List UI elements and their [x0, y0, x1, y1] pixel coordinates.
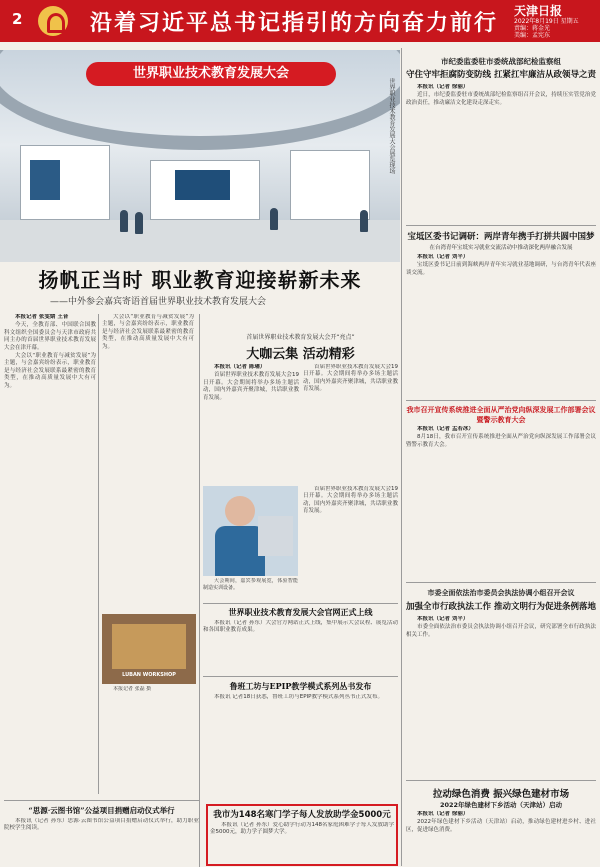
alliance-paragraph: 本报讯（记者 孙东）大会官方网站正式上线，集中展示大会议程、展览活动和各国职业教育成果。 [203, 620, 398, 634]
luban-photo [102, 614, 196, 684]
article-rule [203, 676, 398, 677]
side4-title: 市委全面依法治市委员会执法协调小组召开会议 [427, 589, 575, 597]
luban-title: 鲁班工坊与EPIP教学模式系列丛书发布 [229, 681, 372, 691]
exhibit-photo-caption [203, 578, 298, 600]
scholarship-title: 我市为148名寒门学子每人发放助学金5000元 [213, 810, 391, 820]
lead-title: 扬帆正当时 职业教育迎接崭新未来 [38, 268, 362, 292]
side2-kicker: 在台湾青年宝坻实习就业交流活动中推动深化两岸融合发展 [429, 245, 573, 251]
exhibit-paragraph: 首届世界职业技术教育发展大会19日开幕。大会期间将举办多场主题活动，国内外嘉宾齐聚津城，共话职业教育发展。 [303, 486, 398, 515]
side1-title: 市纪委监委驻市委统战部纪检监察组 [441, 57, 561, 66]
culture-paragraph: 本报讯（记者 孙东）思源·云图书馆公益项目捐赠启动仪式举行，助力职业院校学生阅读。 [4, 818, 199, 832]
exhibit-screen [175, 170, 230, 200]
issue-meta [514, 18, 579, 39]
luban-sign [112, 624, 186, 669]
exhibit-kicker: 首届世界职业技术教育发展大会开“亮点” [246, 334, 355, 341]
side4-byline: 本报讯（记者 刘平） [417, 616, 469, 622]
article-rule [406, 582, 596, 583]
side2-text [406, 254, 596, 394]
lead-paragraph: 大会以“职业教育与减贫发展”为主题，与会嘉宾纷纷表示，职业教育是与经济社会发展联系最紧密的教育类型，在推动高质量发展中大有可为。 [4, 353, 96, 389]
article-rule [406, 400, 596, 401]
lead-column [4, 314, 96, 794]
photo-caption: 世界职业技术教育发展大会展览现场 [388, 78, 395, 174]
luban-paragraph: 本报讯 记者18日获悉，鲁班工坊与EPIP教学模式系列丛书正式发布。 [214, 694, 383, 700]
exhibit-text [203, 364, 299, 484]
section-headline: 沿着习近平总书记指引的方向奋力前行 [90, 10, 499, 36]
newspaper-name: 天津日报 [514, 4, 563, 18]
side5-subtitle: 2022年绿色建材下乡活动（天津站）启动 [439, 801, 563, 809]
side5-paragraph: 2022年绿色建材下乡活动（天津站）启动，推动绿色建材进乡村、进社区，促进绿色消费。 [406, 819, 596, 833]
issue-editor: 责编：蒋金光 [514, 25, 551, 32]
side5-title: 拉动绿色消费 振兴绿色建材市场 [432, 789, 570, 800]
exhibit-floor [0, 220, 400, 262]
culture-text [4, 818, 199, 866]
sidebar-rule [401, 48, 402, 866]
lead-column [102, 314, 194, 794]
column-rule [199, 314, 200, 867]
exhibit-text [303, 364, 398, 484]
visitor [135, 212, 143, 234]
person-head [225, 496, 255, 526]
side3-paragraph: 8月18日，我市召开宣传系统推进全面从严治党向纵深发展工作部署会议暨警示教育大会。 [406, 434, 596, 448]
alliance-title: 世界职业技术教育发展大会官网正式上线 [228, 607, 373, 617]
scholarship-paragraph: 本报讯（记者 孙东）爱心助学行动为148名家庭困难学子每人发放助学金5000元，助力学子圆梦大学。 [210, 822, 394, 836]
equipment [258, 516, 293, 556]
side2-title: 宝坻区委书记调研：两岸青年携手打拼共圆中国梦 [407, 232, 595, 242]
visitor [270, 208, 278, 230]
party-emblem-icon [38, 6, 68, 36]
lead-subtitle: ——中外参会嘉宾寄语首届世界职业技术教育发展大会 [50, 297, 267, 307]
issue-date: 2022年8月19日 星期五 [514, 18, 579, 25]
issue-designer: 美编：孟宪东 [514, 32, 551, 39]
luban-photo-caption [102, 686, 196, 700]
exhibit-byline: 本报讯（记者 陈璠） [214, 364, 266, 370]
side1-text [406, 84, 596, 184]
article-rule [203, 603, 398, 604]
visitor [120, 210, 128, 232]
page-number: 2 [12, 10, 23, 28]
exhibit-screen [30, 160, 60, 200]
exhibit-title: 大咖云集 活动精彩 [246, 347, 355, 362]
lead-byline: 本报记者 张雯婧 王音 [15, 314, 69, 320]
side1-title2: 守住守牢拒腐防变防线 扛紧扛牢廉洁从政领导之责 [406, 70, 596, 80]
article-rule [406, 780, 596, 781]
page-masthead [0, 0, 600, 42]
visitor [360, 210, 368, 232]
side3-text [406, 426, 596, 576]
side4-title2: 加强全市行政执法工作 推动文明行为促进条例落地 [406, 602, 596, 612]
exhibit-paragraph: 首届世界职业技术教育发展大会19日开幕。大会期间将举办多场主题活动，国内外嘉宾齐聚津城，共话职业教育发展。 [203, 372, 299, 401]
side1-paragraph: 近日，市纪委监委驻市委统战部纪检监察组召开会议，持续压实管党治党政治责任，推动廉洁文化建设走深走实。 [406, 92, 596, 106]
side2-byline: 本报讯（记者 刘平） [417, 254, 469, 260]
article-rule [4, 800, 199, 801]
exhibit-paragraph: 首届世界职业技术教育发展大会19日开幕。大会期间将举办多场主题活动，国内外嘉宾齐聚津城，共话职业教育发展。 [303, 364, 398, 393]
article-rule [406, 225, 596, 226]
side4-paragraph: 市委全面依法治市委员会执法协调小组召开会议，研究部署全市行政执法相关工作。 [406, 624, 596, 638]
luban-sign-text: LUBAN WORKSHOP [122, 672, 176, 678]
side5-text [406, 811, 596, 865]
exhibit-text [303, 486, 398, 601]
exhibit-photo [203, 486, 298, 576]
lead-paragraph: 大会以“职业教育与减贫发展”为主题，与会嘉宾纷纷表示，职业教育是与经济社会发展联系最紧密的教育类型，在推动高质量发展中大有可为。 [102, 314, 194, 350]
side4-text [406, 616, 596, 778]
section-banner: 世界职业技术教育发展大会 [86, 62, 336, 86]
side1-byline: 本报讯（记者 徐丽） [417, 84, 469, 90]
side3-title: 我市召开宣传系统推进全面从严治党向纵深发展工作部署会议暨警示教育大会 [406, 406, 596, 424]
luban-text [203, 694, 398, 750]
photo-caption-text: 本报记者 张磊 摄 [113, 686, 152, 692]
side2-paragraph: 宝坻区委书记日前到海峡两岸青年实习就业基地调研，与台湾青年代表座谈交流。 [406, 262, 596, 276]
alliance-text [203, 620, 398, 675]
culture-title: “思源·云图书馆”公益项目捐赠启动仪式举行 [28, 806, 175, 815]
lead-paragraph: 今天，全教育部、中国联合国教科文组织全国委员会与天津市政府共同主办的首届世界职业技术教育发展大会在津开幕。 [4, 322, 96, 351]
column-rule [98, 314, 99, 794]
side3-byline: 本报讯（记者 孟若冰） [417, 426, 474, 432]
exhibit-booth [290, 150, 370, 220]
scholarship-text [210, 822, 394, 862]
photo-caption-text: 大会期间，嘉宾参观展览，体验智能制造实训设备。 [203, 578, 298, 592]
side5-byline: 本报讯（记者 徐丽） [417, 811, 469, 817]
